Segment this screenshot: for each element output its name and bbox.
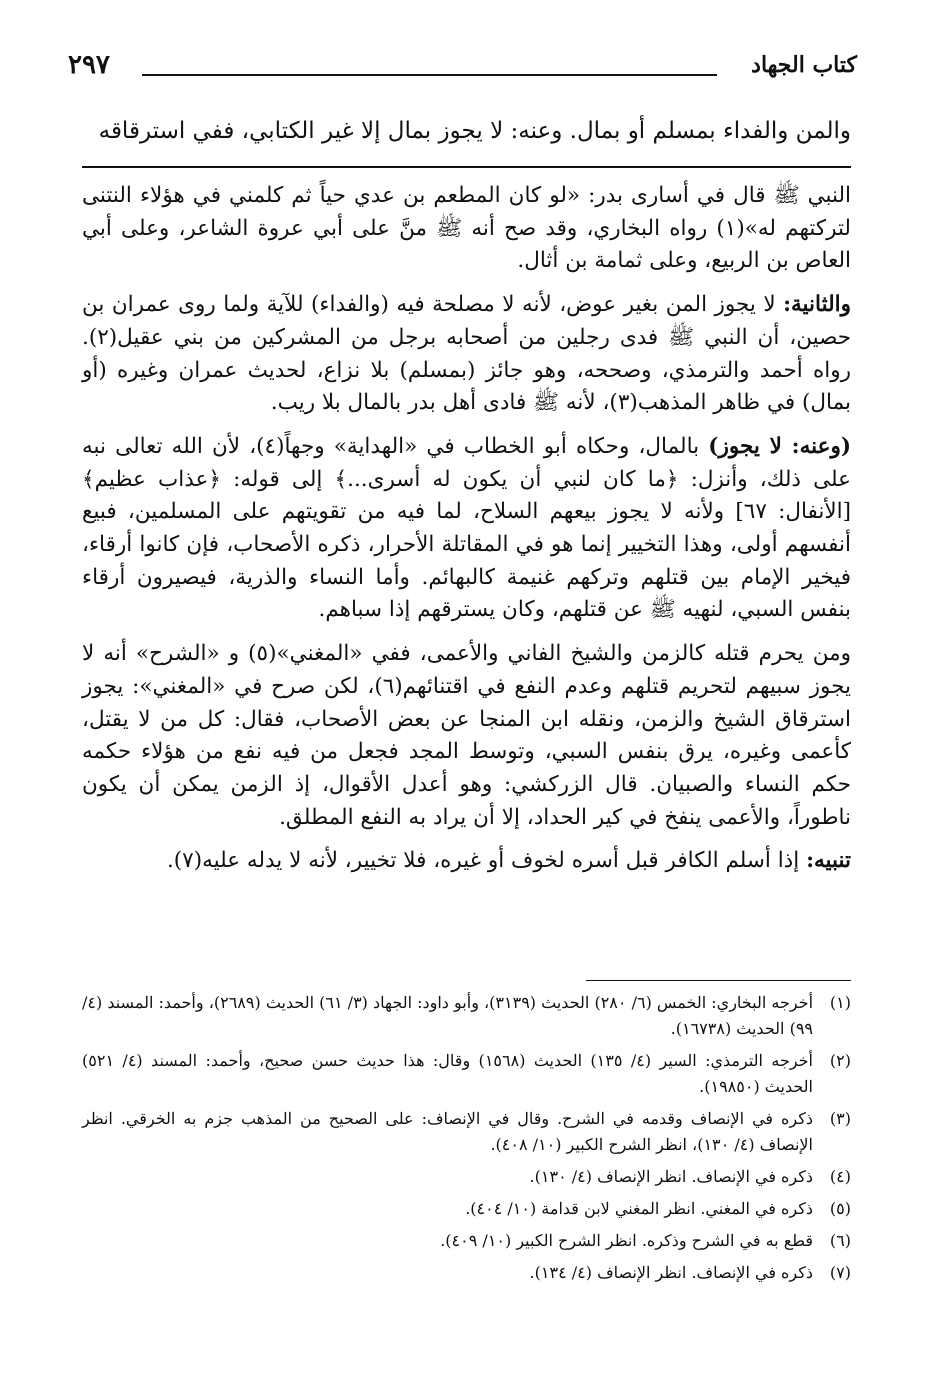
footnote-number: (٤)	[829, 1167, 851, 1186]
paragraph-lead: تنبيه:	[806, 848, 851, 874]
footnote-text: ذكره في المغني. انظر المغني لابن قدامة (١٠/ ٤٠٤).	[465, 1199, 813, 1218]
footnote-number: (٦)	[829, 1231, 851, 1250]
footnote	[82, 1164, 851, 1190]
book-title: كتاب الجهاد	[751, 52, 857, 78]
paragraph-text: ومن يحرم قتله كالزمن والشيخ الفاني والأعمى، ففي «المغني»(٥) و «الشرح» أنه لا يجوز سبيهم لتحريم قتلهم وعدم النفع في اقتنائهم(٦)، لكن صرح في «المغني»: يجوز استرقاق الشيخ والزمن، ونقله ابن المنجا عن بعض الأصحاب، فقال: كل من لا يقتل، كأعمى وغيره، يرق بنفس السبي، وتوسط المجد فجعل من فيه نفع من هؤلاء حكمه حكم النساء والصبيان. قال الزركشي: وهو أعدل الأقوال، إذ الزمن يمكن أن يكون ناطوراً، والأعمى ينفخ في كير الحداد، إلا أن يراد به النفع المطلق.	[82, 641, 851, 830]
running-header	[68, 52, 857, 92]
footnote	[82, 1260, 851, 1286]
footnote-number: (١)	[829, 993, 851, 1012]
paragraph-lead: والثانية:	[783, 292, 851, 318]
paragraph	[82, 180, 851, 278]
paragraph-text: النبي ﷺ قال في أسارى بدر: «لو كان المطعم بن عدي حياً ثم كلمني في هؤلاء النتنى لتركتهم له»(١) رواه البخاري، وقد صح أنه ﷺ منَّ على أبي عروة الشاعر، وعلى أبي العاص بن الربيع، وعلى ثمامة بن أثال.	[82, 183, 851, 274]
paragraph-text: لا يجوز المن بغير عوض، لأنه لا مصلحة فيه (والفداء) للآية ولما روى عمران بن حصين، أن النبي ﷺ فدى رجلين من أصحابه برجل من المشركين من بني عقيل(٢). رواه أحمد والترمذي، وصححه، وهو جائز (بمسلم) بلا نزاع، لحديث عمران وغيره (أو بمال) في ظاهر المذهب(٣)، لأنه ﷺ فادى أهل بدر بالمال بلا ريب.	[82, 292, 851, 416]
paragraph	[82, 289, 851, 420]
footnotes	[82, 990, 851, 1292]
matn-divider	[82, 166, 851, 168]
footnote	[82, 990, 851, 1042]
footnote-text: ذكره في الإنصاف. انظر الإنصاف (٤/ ١٣٠).	[529, 1167, 813, 1186]
footnote-text: قطع به في الشرح وذكره. انظر الشرح الكبير (١٠/ ٤٠٩).	[440, 1231, 813, 1250]
footnote-number: (٣)	[829, 1109, 851, 1128]
paragraph	[82, 845, 851, 878]
footnote	[82, 1048, 851, 1100]
footnote	[82, 1196, 851, 1222]
paragraph-text: إذا أسلم الكافر قبل أسره لخوف أو غيره، فلا تخيير، لأنه لا يدله عليه(٧).	[166, 848, 800, 874]
footnote	[82, 1106, 851, 1158]
footnote	[82, 1228, 851, 1254]
paragraph-lead: (وعنه: لا يجوز)	[708, 433, 852, 459]
paragraph	[82, 431, 851, 627]
footnote-text: أخرجه البخاري: الخمس (٦/ ٢٨٠) الحديث (٣١٣٩)، وأبو داود: الجهاد (٣/ ٦١) الحديث (٢٦٨٩)، وأحمد: المسند (٤/ ٩٩) الحديث (١٦٧٣٨).	[82, 993, 814, 1038]
footnote-divider	[586, 980, 851, 981]
page-number: ٢٩٧	[68, 50, 110, 80]
footnote-text: ذكره في الإنصاف وقدمه في الشرح. وقال في الإنصاف: على الصحيح من المذهب جزم به الخرقي. انظر الإنصاف (٤/ ١٣٠)، انظر الشرح الكبير (١٠/ ٤٠٨).	[82, 1109, 813, 1154]
footnote-number: (٥)	[829, 1199, 851, 1218]
footnote-number: (٧)	[829, 1263, 851, 1282]
matn-text: والمن والفداء بمسلم أو بمال. وعنه: لا يجوز بمال إلا غير الكتابي، ففي استرقاقه	[98, 118, 851, 144]
footnote-text: ذكره في الإنصاف. انظر الإنصاف (٤/ ١٣٤).	[529, 1263, 813, 1282]
paragraph	[82, 638, 851, 834]
footnote-number: (٢)	[829, 1051, 851, 1070]
header-rule	[142, 74, 717, 76]
footnote-text: أخرجه الترمذي: السير (٤/ ١٣٥) الحديث (١٥٦٨) وقال: هذا حديث حسن صحيح، وأحمد: المسند (٤/ ٥٢١) الحديث (١٩٨٥٠).	[82, 1051, 814, 1096]
paragraph-text: بالمال، وحكاه أبو الخطاب في «الهداية» وجهاً(٤)، لأن الله تعالى نبه على ذلك، وأنزل: ﴿ما كان لنبي أن يكون له أسرى...﴾ إلى قوله: ﴿عذاب عظيم﴾ [الأنفال: ٦٧] ولأنه لا يجوز بيعهم السلاح، لما فيه من تقويتهم على المسلمين، فبيع أنفسهم أولى، وهذا التخيير إنما هو في المقاتلة الأحرار، ذكره الأصحاب، فإن كانوا أرقاء، فيخير الإمام بين قتلهم وتركهم غنيمة كالبهائم. وأما النساء والذرية، فيصيرون أرقاء بنفس السبي، لنهيه ﷺ عن قتلهم، وكان يسترقهم إذا سباهم.	[82, 433, 852, 623]
commentary-body	[82, 180, 851, 878]
